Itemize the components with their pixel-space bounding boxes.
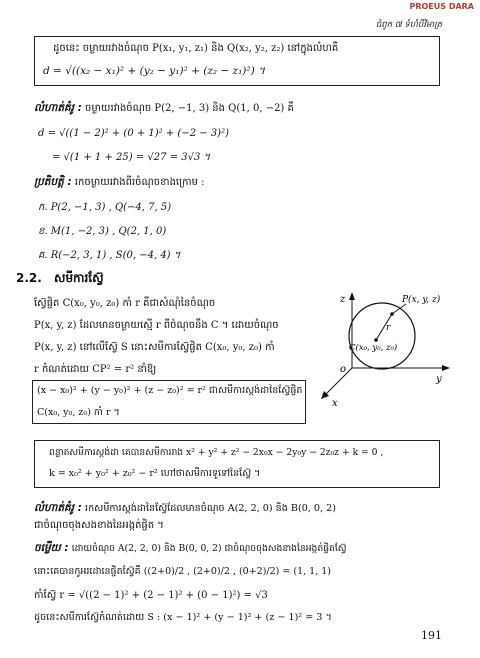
x-axis [324,368,352,396]
example1-label: លំហាត់គំរូ : [34,102,82,114]
brand-watermark: PROEUS DARA [409,2,474,11]
exercise-text: រកចម្ងាយរវាងពីរចំណុចខាងក្រោម : [74,177,205,188]
distance-formula-box [34,36,440,86]
general-equation-line2: k = x₀² + y₀² + z₀² − r² ហៅថាសមីការទូទៅនៃស្វ៊ែ ។ [49,468,261,479]
answer-label: ចម្លើយ : [34,542,69,554]
section-title: សមីការស្វ៊ែ [54,271,104,285]
origin-label: o [340,364,347,375]
general-equation-box [34,440,440,488]
answer-text-1: ដោយចំណុច A(2, 2, 0) និង B(0, 0, 2) ជាចំណុចចុងសងខាងនៃអង្កត់ផ្ចិតស្វ៊ែ [71,543,347,554]
center-point [374,338,378,342]
example2-text-2: ជាចំណុចចុងសងខាងនៃអង្កត់ផ្ចិត ។ [34,520,164,531]
center-label: C(x₀, y₀, z₀) [349,343,398,353]
page-number: 191 [421,629,442,642]
point-p-label: P(x, y, z) [402,295,441,305]
example1-step1: d = √((1 − 2)² + (0 + 1)² + (−2 − 3)²) [38,128,229,139]
standard-equation-line1: (x − x₀)² + (y − y₀)² + (z − z₀)² = r² ជាសមីការស្តង់ដានៃស្វ៊ែផ្ចិត [37,385,303,396]
general-equation-line1: ពន្លាតសមីការស្តង់ដា គេបានសមីការរាង x² + y² + z² − 2x₀x − 2y₀y − 2z₀z + k = 0 , [49,447,384,458]
y-axis-label: y [436,374,442,385]
example1-line [34,102,294,115]
example2-text: រកសមីការស្តង់ដានៃស្វ៊ែដែលមានចំណុច A(2, 2, 0) និង B(0, 0, 2) [85,503,336,514]
exercise-item-b: ខ. M(1, −2, 3) , Q(2, 1, 0) [38,226,167,237]
distance-formula-intro: ដូចនេះ ចម្ងាយរវាងចំណុច P(x₁, y₁, z₁) និង Q(x₂, y₂, z₂) នៅក្នុងលំហគឺ [53,43,339,54]
sphere-outline [349,303,415,369]
answer-text-2: នោះគេបានកូអរដោនេផ្ចិតស្វ៊ែគឺ ((2+0)/2 , (2+0)/2 , (0+2)/2) = (1, 1, 1) [34,566,331,577]
standard-equation-line2: C(x₀, y₀, z₀) កាំ r ។ [37,407,120,418]
answer-text-3: កាំស្វ៊ែ r = √((2 − 1)² + (2 − 1)² + (0 − 1)²) = √3 [34,590,268,601]
standard-equation-box [32,380,306,424]
z-axis-arrow [349,292,355,300]
y-axis-arrow [442,365,450,371]
section-para-4: r កំណត់ដោយ CP² = r² នាំឱ្យ [34,364,157,375]
section-para-1: ស្វ៊ែផ្ចិត C(x₀, y₀, z₀) កាំ r គឺជាសំណុំនៃចំណុច [34,298,216,309]
exercise-item-a: ក. P(2, −1, 3) , Q(−4, 7, 5) [38,202,172,213]
example1-step2: = √(1 + 1 + 25) = √27 = 3√3 ។ [52,152,211,163]
section-para-2: P(x, y, z) ដែលមានចម្ងាយស្មើ r ពីចំណុចនឹង C ។ ដោយចំណុច [34,320,279,331]
exercise-line [34,176,205,189]
z-axis-label: z [340,294,346,305]
section-para-3: P(x, y, z) នៅលើស្វ៊ែ S នោះសមីការស្វ៊ែផ្ចិត C(x₀, y₀, z₀) កាំ [34,342,275,353]
section-heading [16,272,104,284]
example2-line [34,502,336,515]
example1-text: ចម្ងាយរវាងចំណុច P(2, −1, 3) និង Q(1, 0, −2) គឺ [85,103,294,114]
answer-line [34,542,347,555]
example2-label: លំហាត់គំរូ : [34,502,82,514]
section-number: 2.2. [16,271,42,285]
radius-label: r [386,323,391,333]
x-axis-label: x [332,398,338,409]
sphere-figure [316,290,468,420]
distance-formula: d = √((x₂ − x₁)² + (y₂ − y₁)² + (z₂ − z₁)²) ។ [43,65,265,77]
exercise-label: ប្រតិបត្តិ : [34,176,72,188]
running-header: ជំពូក ៧ ទំហំបីវិមាត្រ [375,20,442,30]
exercise-item-c: គ. R(−2, 3, 1) , S(0, −4, 4) ។ [38,250,181,261]
answer-text-4: ដូចនេះសមីការស្វ៊ែកំណត់ដោយ S : (x − 1)² + (y − 1)² + (z − 1)² = 3 ។ [34,612,332,623]
